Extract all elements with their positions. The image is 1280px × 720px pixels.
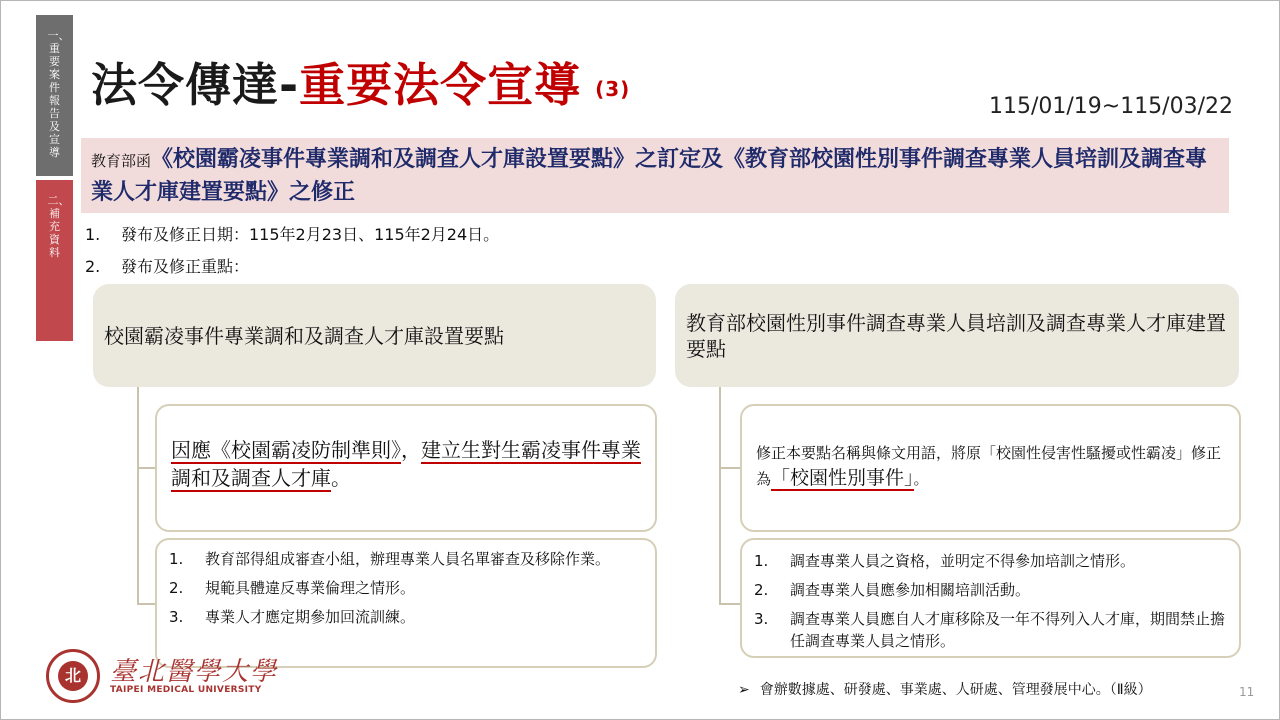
point-item (85, 222, 499, 245)
left-summary-comma: ， (401, 438, 421, 462)
footer-note (738, 679, 1152, 699)
right-summary-card (740, 404, 1241, 532)
page-title-highlight: 重要法令宣導 (299, 58, 582, 112)
date-range: 115/01/19~115/03/22 (988, 94, 1233, 119)
item-text: 教育部得組成審查小組，辦理專業人員名單審查及移除作業。 (205, 550, 611, 568)
sidebar-tab-reports-label: 一、重要案件報告及宣導 (47, 29, 70, 159)
arrow-bullet-icon: ➢ (738, 682, 750, 698)
right-items-list (754, 550, 1233, 652)
banner-prefix: 教育部函 (91, 152, 152, 170)
sidebar-tab-supplement-label: 二、補充資料 (47, 194, 70, 259)
point-text: 發布及修正日期：115年2月23日、115年2月24日。 (121, 225, 500, 244)
item-text: 專業人才應定期參加回流訓練。 (205, 608, 416, 626)
university-logo (46, 649, 279, 705)
seal-inner: 北 (58, 661, 88, 691)
connector-line (719, 603, 740, 605)
point-text: 發布及修正重點： (121, 257, 250, 276)
list-item (169, 548, 645, 570)
logo-english-name: TAIPEI MEDICAL UNIVERSITY (110, 685, 262, 695)
connector-line (719, 467, 740, 469)
item-number: 2. (169, 579, 184, 597)
footer-note-text: 會辦數據處、研發處、事業處、人研處、管理發展中心。（Ⅱ級） (759, 682, 1152, 698)
connector-line (137, 387, 139, 605)
item-text: 調查專業人員之資格，並明定不得參加培訓之情形。 (790, 552, 1136, 570)
right-summary-text-a: 修正本要點名稱與條文用語，將原「校園性侵害性騷擾或性霸凌」修正為 (756, 444, 1222, 488)
connector-line (719, 387, 721, 605)
item-text: 規範具體違反專業倫理之情形。 (205, 579, 416, 597)
left-header-text: 校園霸凌事件專業調和及調查人才庫設置要點 (104, 323, 504, 348)
connector-line (137, 467, 155, 469)
connector-line (137, 603, 155, 605)
right-section-header (675, 284, 1239, 387)
left-section-header (93, 284, 656, 387)
page-title-main: 法令傳達- (91, 58, 300, 112)
sidebar-tab-reports[interactable] (36, 15, 73, 176)
list-item (169, 606, 645, 628)
left-summary-end: 。 (331, 466, 351, 490)
item-number: 3. (169, 608, 184, 626)
left-summary-card (155, 404, 657, 532)
point-item (85, 254, 249, 277)
item-number: 1. (169, 550, 184, 568)
left-items-list (169, 548, 645, 628)
banner-text: 《校園霸凌事件專業調和及調查人才庫設置要點》之訂定及《教育部校園性別事件調查專業人員培訓及調查專業人才庫建置要點》之修正 (91, 147, 1208, 205)
list-item (754, 608, 1233, 652)
right-header-text: 教育部校園性別事件調查專業人員培訓及調查專業人才庫建置要點 (686, 310, 1226, 361)
university-seal-icon (46, 649, 100, 703)
point-number: 1. (85, 225, 101, 244)
right-items-card (740, 538, 1241, 658)
item-number: 3. (754, 610, 769, 628)
item-text: 調查專業人員應自人才庫移除及一年不得列入人才庫，期間禁止擔任調查專業人員之情形。 (790, 610, 1226, 650)
item-text: 調查專業人員應參加相關培訓活動。 (790, 581, 1031, 599)
topic-banner (81, 138, 1229, 213)
left-summary-text-b: 建立生對生霸凌事件專業調和及調查人才庫 (171, 438, 641, 490)
logo-chinese-name: 臺北醫學大學 (110, 657, 279, 687)
list-item (754, 550, 1233, 572)
point-number: 2. (85, 257, 101, 276)
right-summary-text-b: 「校園性別事件」 (771, 467, 914, 489)
sidebar-tab-supplement[interactable] (36, 180, 73, 341)
left-summary-text-a: 因應《校園霸凌防制準則》 (171, 438, 401, 462)
item-number: 1. (754, 552, 769, 570)
page-title (91, 55, 630, 119)
item-number: 2. (754, 581, 769, 599)
page-title-suffix: (3) (595, 76, 631, 101)
list-item (754, 579, 1233, 601)
list-item (169, 577, 645, 599)
page-number: 11 (1239, 685, 1255, 699)
right-summary-end: 。 (913, 470, 929, 488)
